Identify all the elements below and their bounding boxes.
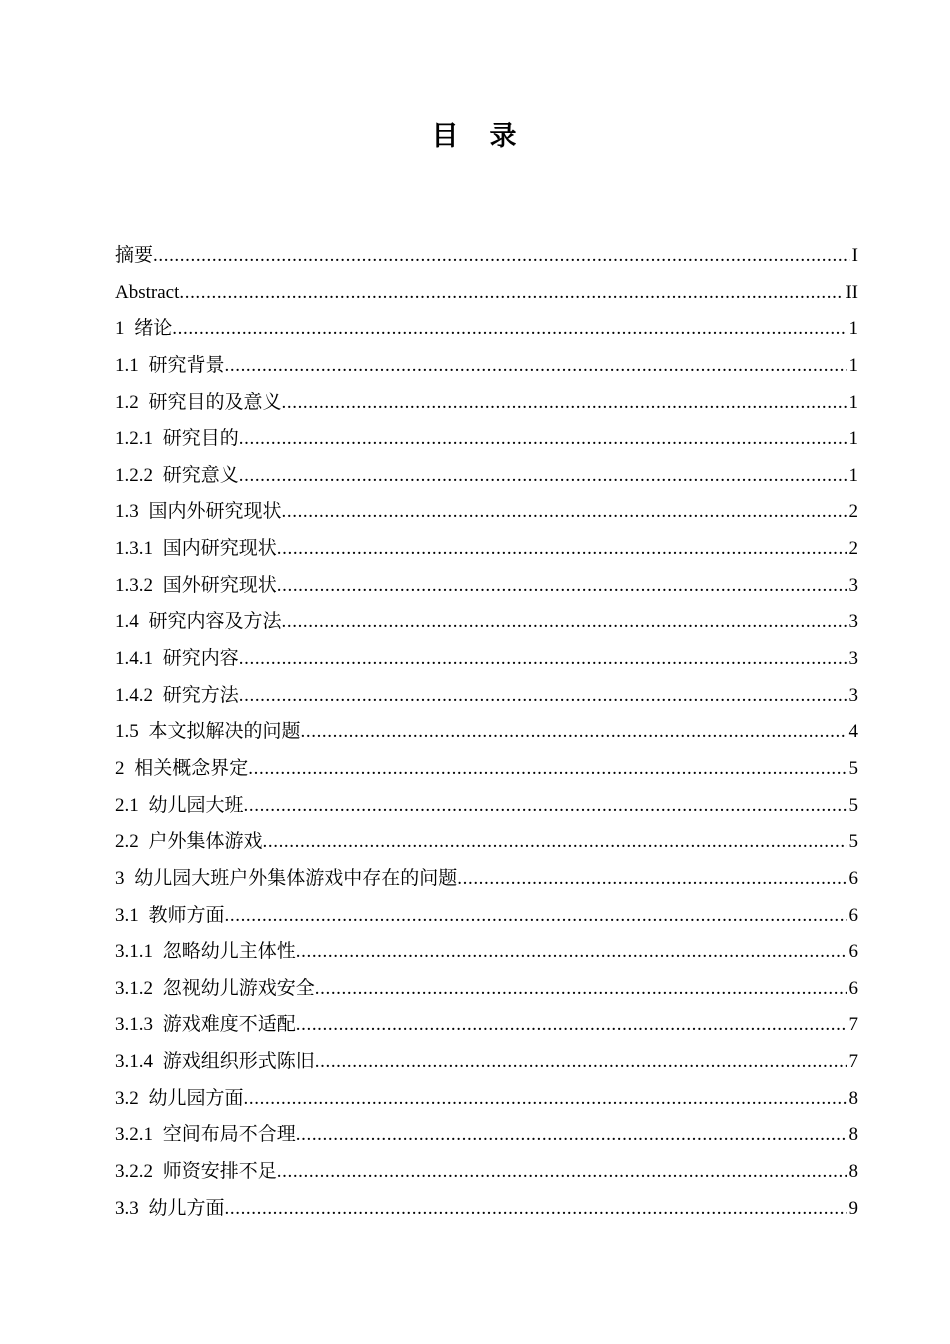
dot-leader — [315, 971, 847, 1008]
toc-entry-page-number: 2 — [848, 538, 858, 560]
toc-entry-page-number: 1 — [848, 354, 858, 376]
toc-entry[interactable] — [115, 568, 858, 605]
toc-entry[interactable] — [115, 898, 858, 935]
toc-entry[interactable] — [115, 641, 858, 678]
dot-leader — [239, 678, 847, 715]
toc-entry[interactable] — [115, 1081, 858, 1118]
toc-entry[interactable] — [115, 531, 858, 568]
toc-entry-label: 1.2.1 研究目的 — [115, 428, 239, 450]
toc-entry-page-number: 1 — [848, 318, 858, 340]
dot-leader — [277, 531, 847, 568]
toc-entry-page-number: 1 — [848, 428, 858, 450]
toc-entry-page-number: 1 — [848, 464, 858, 486]
toc-entry-label: 1.4.1 研究内容 — [115, 648, 239, 670]
toc-entry-page-number: 6 — [848, 867, 858, 889]
toc-entry-page-number: 3 — [848, 684, 858, 706]
toc-entry-page-number: 5 — [848, 794, 858, 816]
toc-entry-label: 1.4 研究内容及方法 — [115, 611, 282, 633]
toc-entry-page-number: 3 — [848, 611, 858, 633]
toc-entry-label: 摘要 — [115, 245, 154, 266]
toc-entry[interactable] — [115, 824, 858, 861]
dot-leader — [239, 458, 847, 495]
toc-entry-label: 2.1 幼儿园大班 — [115, 794, 244, 816]
toc-entry[interactable] — [115, 458, 858, 495]
toc-entry-page-number: I — [851, 245, 858, 266]
dot-leader — [244, 1081, 847, 1118]
toc-entry-page-number: 3 — [848, 574, 858, 596]
dot-leader — [282, 385, 847, 422]
toc-entry-label: 1.3 国内外研究现状 — [115, 501, 282, 523]
toc-entry[interactable] — [115, 311, 858, 348]
toc-entry-label: 1.2 研究目的及意义 — [115, 391, 282, 413]
dot-leader — [457, 861, 846, 898]
toc-entry-page-number: 8 — [848, 1124, 858, 1146]
toc-entry-label: 2 相关概念界定 — [115, 757, 249, 779]
toc-entry[interactable] — [115, 385, 858, 422]
toc-entry[interactable] — [115, 1191, 858, 1228]
toc-entry-label: 1.5 本文拟解决的问题 — [115, 721, 301, 743]
toc-entry-label: 1 绪论 — [115, 318, 173, 340]
dot-leader — [225, 898, 847, 935]
dot-leader — [263, 824, 847, 861]
toc-entry[interactable] — [115, 861, 858, 898]
toc-entry[interactable] — [115, 678, 858, 715]
toc-entry-label: 3.1 教师方面 — [115, 904, 225, 926]
dot-leader — [248, 751, 846, 788]
toc-entry-label: 3.3 幼儿方面 — [115, 1197, 225, 1219]
toc-entry[interactable] — [115, 421, 858, 458]
dot-leader — [296, 1007, 847, 1044]
toc-entry-label: 3 幼儿园大班户外集体游戏中存在的问题 — [115, 867, 458, 889]
dot-leader — [282, 494, 847, 531]
toc-entry-label: 1.3.2 国外研究现状 — [115, 574, 277, 596]
dot-leader — [315, 1044, 847, 1081]
dot-leader — [301, 714, 847, 751]
dot-leader — [277, 568, 847, 605]
toc-entry-page-number: 5 — [848, 831, 858, 853]
dot-leader — [153, 238, 850, 275]
dot-leader — [296, 1117, 847, 1154]
toc-entry-label: 1.4.2 研究方法 — [115, 684, 239, 706]
toc-entry-label: 2.2 户外集体游戏 — [115, 831, 263, 853]
toc-entry-page-number: 7 — [848, 1051, 858, 1073]
toc-entry[interactable] — [115, 1117, 858, 1154]
toc-entry-label: 1.1 研究背景 — [115, 354, 225, 376]
toc-entry-label: 3.1.1 忽略幼儿主体性 — [115, 941, 296, 963]
toc-entry[interactable] — [115, 751, 858, 788]
toc-entry[interactable] — [115, 934, 858, 971]
toc-entry-label: 3.1.2 忽视幼儿游戏安全 — [115, 977, 315, 999]
toc-entry[interactable] — [115, 1154, 858, 1191]
dot-leader — [225, 348, 847, 385]
toc-entry[interactable] — [115, 238, 858, 275]
dot-leader — [239, 421, 847, 458]
dot-leader — [225, 1191, 847, 1228]
toc-page-title: 目 录 — [431, 121, 519, 151]
toc-entry[interactable] — [115, 788, 858, 825]
toc-entry[interactable] — [115, 348, 858, 385]
toc-entry-label: 3.2 幼儿园方面 — [115, 1087, 244, 1109]
toc-entry-page-number: 6 — [848, 904, 858, 926]
toc-entry-page-number: 8 — [848, 1087, 858, 1109]
toc-entry-label: 1.3.1 国内研究现状 — [115, 538, 277, 560]
toc-entry[interactable] — [115, 604, 858, 641]
dot-leader — [244, 788, 847, 825]
table-of-contents — [115, 238, 858, 1227]
toc-entry[interactable] — [115, 714, 858, 751]
toc-entry-page-number: 5 — [848, 757, 858, 779]
dot-leader — [172, 311, 846, 348]
toc-entry-page-number: 9 — [848, 1197, 858, 1219]
toc-entry-label: 3.1.4 游戏组织形式陈旧 — [115, 1051, 315, 1073]
toc-entry-page-number: 1 — [848, 391, 858, 413]
toc-entry[interactable] — [115, 971, 858, 1008]
dot-leader — [239, 641, 847, 678]
toc-entry-label: 3.1.3 游戏难度不适配 — [115, 1014, 296, 1036]
toc-entry[interactable] — [115, 275, 858, 312]
toc-entry-page-number: II — [845, 281, 858, 303]
toc-entry-page-number: 6 — [848, 977, 858, 999]
toc-entry-page-number: 4 — [848, 721, 858, 743]
dot-leader — [296, 934, 847, 971]
toc-entry-page-number: 8 — [848, 1161, 858, 1183]
toc-entry-page-number: 7 — [848, 1014, 858, 1036]
dot-leader — [277, 1154, 847, 1191]
toc-entry[interactable] — [115, 494, 858, 531]
toc-entry-page-number: 2 — [848, 501, 858, 523]
dot-leader — [282, 604, 847, 641]
toc-entry-page-number: 3 — [848, 648, 858, 670]
toc-entry-label: 1.2.2 研究意义 — [115, 464, 239, 486]
toc-entry-label: Abstract — [115, 281, 180, 303]
toc-entry[interactable] — [115, 1044, 858, 1081]
toc-entry[interactable] — [115, 1007, 858, 1044]
toc-entry-label: 3.2.2 师资安排不足 — [115, 1161, 277, 1183]
dot-leader — [179, 275, 843, 312]
toc-entry-page-number: 6 — [848, 941, 858, 963]
toc-entry-label: 3.2.1 空间布局不合理 — [115, 1124, 296, 1146]
